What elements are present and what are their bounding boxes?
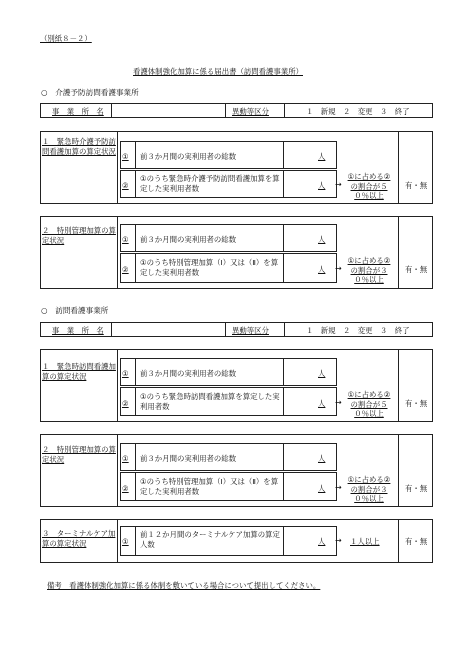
row1-unit[interactable]: 人 — [318, 152, 326, 161]
row2-text: ①のうち特別管理加算（Ⅰ）又は（Ⅱ）を算定した実利用者数 — [140, 477, 279, 496]
yes-no-choice[interactable]: 有・無 — [405, 399, 428, 408]
ratio-condition: ①に占める②の割合が５０％以上 — [347, 172, 391, 201]
row1-text: 前３か月間の実利用者の総数 — [140, 454, 237, 463]
arrow-icon: → — [335, 180, 342, 189]
item-label: １ 緊急時介護予防訪問看護加算の算定状況 — [42, 137, 116, 156]
row1-text: 前１２か月間のターミナルケア加算の算定人数 — [140, 530, 280, 549]
ratio-condition: １人以上 — [350, 537, 380, 546]
row2-unit[interactable]: 人 — [318, 399, 326, 408]
item-label: ２ 特別管理加算の算定状況 — [42, 445, 116, 464]
arrow-icon: → — [335, 483, 342, 492]
office-name-label: 事 業 所 名 — [52, 326, 104, 335]
attachment-label: （別紙８－２） — [40, 34, 92, 43]
office-name-field[interactable] — [112, 323, 224, 336]
change-category-label: 異動等区分 — [232, 326, 269, 335]
change-options[interactable]: １ 新規 ２ 変更 ３ 終了 — [306, 107, 410, 116]
row1-unit[interactable]: 人 — [318, 235, 326, 244]
item-label: ２ 特別管理加算の算定状況 — [42, 226, 116, 245]
item-label: １ 緊急時訪問看護加算の算定状況 — [42, 362, 116, 381]
row2-text: ①のうち緊急時介護予防訪問看護加算を算定した実利用者数 — [140, 174, 280, 193]
section-heading-preventive: ○ 介護予防訪問看護事業所 — [41, 88, 139, 97]
row1-number: ① — [122, 537, 129, 546]
row1-unit[interactable]: 人 — [318, 537, 326, 546]
row1-number: ① — [122, 454, 129, 463]
row2-number: ② — [122, 265, 129, 274]
yes-no-choice[interactable]: 有・無 — [405, 484, 428, 493]
row1-text: 前３か月間の実利用者の総数 — [140, 235, 237, 244]
arrow-icon: → — [335, 398, 342, 407]
row2-unit[interactable]: 人 — [318, 484, 326, 493]
row1-unit[interactable]: 人 — [318, 454, 326, 463]
row2-unit[interactable]: 人 — [318, 181, 326, 190]
section-heading-visiting: ○ 訪問看護事業所 — [41, 306, 109, 315]
row2-text: ①のうち緊急時訪問看護加算を算定した実利用者数 — [140, 392, 280, 411]
row2-number: ② — [122, 181, 129, 190]
remarks-note: 備考 看護体制強化加算に係る体制を敷いている場合について提出してください。 — [47, 581, 321, 590]
office-name-label: 事 業 所 名 — [52, 107, 104, 116]
row1-unit[interactable]: 人 — [318, 369, 326, 378]
ratio-condition: ①に占める②の割合が３０％以上 — [347, 475, 391, 504]
yes-no-choice[interactable]: 有・無 — [405, 181, 428, 190]
row1-text: 前３か月間の実利用者の総数 — [140, 369, 237, 378]
arrow-icon: → — [335, 264, 342, 273]
row1-number: ① — [122, 369, 129, 378]
item-label: ３ ターミナルケア加算の算定状況 — [42, 529, 116, 548]
office-name-field[interactable] — [112, 104, 224, 117]
row1-text: 前３か月間の実利用者の総数 — [140, 152, 237, 161]
row2-text: ①のうち特別管理加算（Ⅰ）又は（Ⅱ）を算定した実利用者数 — [140, 258, 279, 277]
row2-number: ② — [122, 484, 129, 493]
change-options[interactable]: １ 新規 ２ 変更 ３ 終了 — [306, 326, 410, 335]
arrow-icon: → — [335, 536, 342, 545]
change-category-label: 異動等区分 — [232, 107, 269, 116]
row1-number: ① — [122, 235, 129, 244]
ratio-condition: ①に占める②の割合が３０％以上 — [347, 256, 391, 285]
ratio-condition: ①に占める②の割合が５０％以上 — [347, 390, 391, 419]
yes-no-choice[interactable]: 有・無 — [405, 265, 428, 274]
row1-number: ① — [122, 152, 129, 161]
document-title: 看護体制強化加算に係る届出書（訪問看護事業所） — [133, 67, 303, 76]
row2-number: ② — [122, 399, 129, 408]
yes-no-choice[interactable]: 有・無 — [405, 537, 428, 546]
row2-unit[interactable]: 人 — [318, 265, 326, 274]
